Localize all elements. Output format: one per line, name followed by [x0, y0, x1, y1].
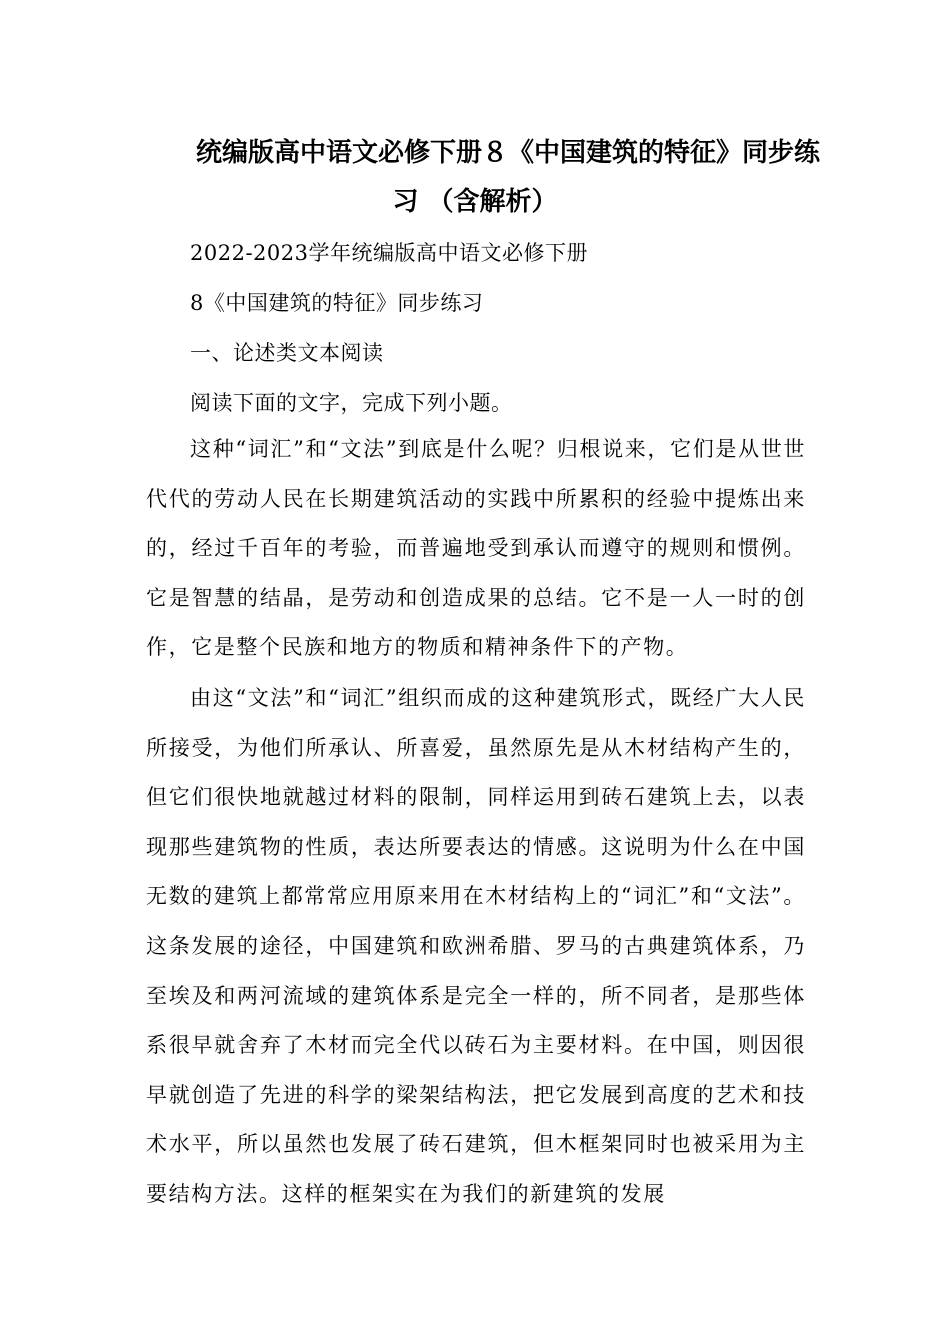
- passage-paragraph-1-text: 这种“词汇”和“文法”到底是什么呢？归根说来，它们是从世世代代的劳动人民在长期建筑活动的实践中所累积的经验中提炼出来的，经过千百年的考验，而普遍地受到承认而遵守的规则和惯例。它是智慧的结晶，是劳动和创造成果的总结。它不是一人一时的创作，它是整个民族和地方的物质和精神条件下的产物。: [146, 437, 806, 660]
- reading-instruction: 阅读下面的文字，完成下列小题。: [190, 391, 513, 415]
- passage-paragraph-2-text: 由这“文法”和“词汇”组织而成的这种建筑形式，既经广大人民所接受，为他们所承认、所喜爱，虽然原先是从木材结构产生的，但它们很快地就越过材料的限制，同样运用到砖石建筑上去，以表现那些建筑物的性质，表达所要表达的情感。这说明为什么在中国无数的建筑上都常常应用原来用在木材结构上的“词汇”和“文法”。这条发展的途径，中国建筑和欧洲希腊、罗马的古典建筑体系，乃至埃及和两河流域的建筑体系是完全一样的，所不同者，是那些体系很早就舍弃了木材而完全代以砖石为主要材料。在中国，则因很早就创造了先进的科学的梁架结构法，把它发展到高度的艺术和技术水平，所以虽然也发展了砖石建筑，但木框架同时也被采用为主要结构方法。这样的框架实在为我们的新建筑的发展: [146, 686, 806, 1206]
- passage-paragraph-1: [146, 425, 806, 673]
- document-title-line-2: 习 （含解析）: [392, 187, 558, 217]
- subtitle-lesson: 8《中国建筑的特征》同步练习: [190, 291, 484, 315]
- document-title-line-1: 统编版高中语文必修下册８《中国建筑的特征》同步练: [196, 138, 821, 168]
- section-heading: 一、论述类文本阅读: [190, 341, 384, 365]
- subtitle-year-edition: 2022-2023学年统编版高中语文必修下册: [190, 241, 588, 265]
- passage-paragraph-2: [146, 674, 806, 1220]
